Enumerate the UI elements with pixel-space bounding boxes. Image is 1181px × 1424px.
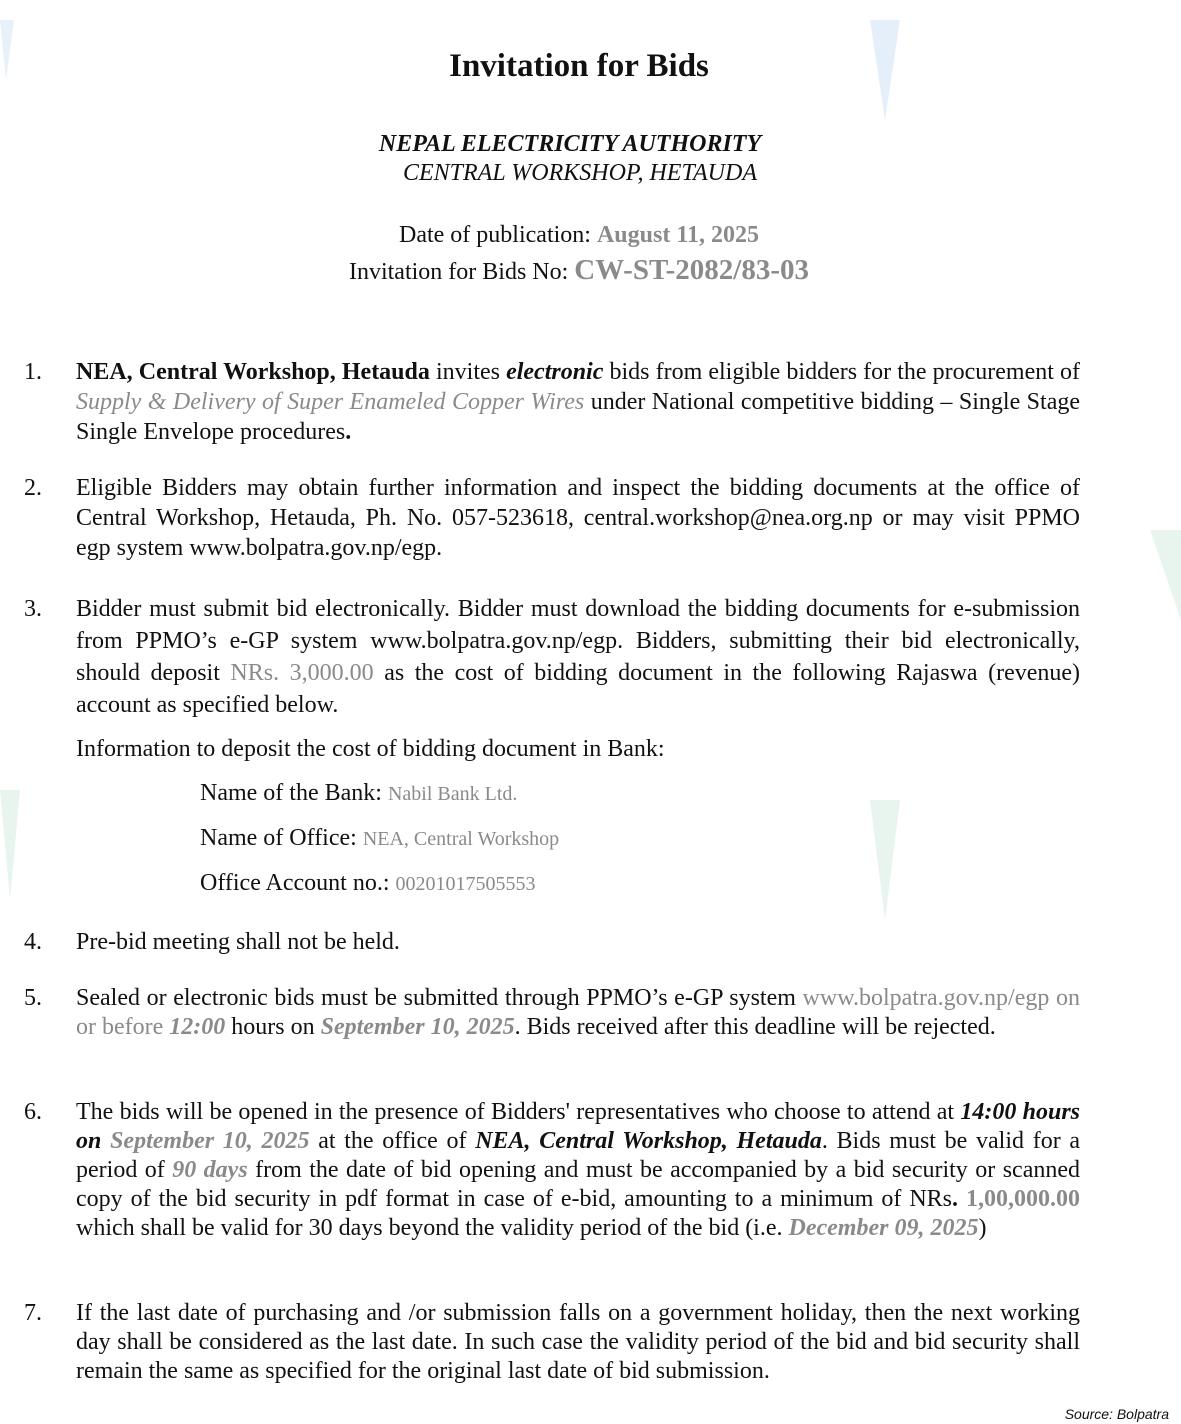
submission-url: www.bolpatra.gov.np/egp on or before [76,985,1080,1040]
organization-name: NEPAL ELECTRICITY AUTHORITY [378,131,762,157]
validity-period: 90 days [172,1157,248,1183]
list-item-2 [24,473,1080,563]
item-number: 2. [24,475,42,501]
item-text [76,984,1080,1042]
security-validity-date: December 09, 2025 [788,1215,979,1241]
organization-block [0,130,1140,188]
item-number: 7. [24,1300,42,1326]
item-text-part: invites [435,359,500,385]
item-text-part: which shall be valid for 30 days beyond the validity period of the bid (i.e. [76,1215,783,1241]
publication-meta [0,218,1158,290]
item-text [76,1098,1080,1243]
office-name-value: NEA, Central Workshop [362,828,560,850]
item-text: Eligible Bidders may obtain further information and inspect the bidding documents at the office of Central Workshop, Hetauda, Ph. No. 057-523618, central.workshop@nea.org.np or may visit PPMO egp system www.bolpatra.gov.np/egp. [76,475,1080,561]
publication-date: August 11, 2025 [596,222,759,248]
publication-date-line [0,218,1158,253]
submission-deadline: September 10, 2025 [320,1014,515,1040]
document-cost: NRs. 3,000.00 [230,660,374,686]
item-text-part: ) [978,1215,987,1241]
item-text-part: as the cost of bidding document in the following Rajaswa (revenue) account as specified below. [76,660,1081,718]
office-name-line [200,825,559,852]
publication-date-label: Date of publication: [399,222,591,248]
opening-date: September 10, 2025 [110,1128,310,1154]
list-item-5 [24,984,1080,1042]
item-number: 3. [24,596,42,622]
opening-time: 14:00 hours on [76,1099,1081,1154]
bank-name-line [200,780,517,807]
ifb-number-label: Invitation for Bids No: [348,259,569,285]
ifb-number: CW-ST-2082/83-03 [574,254,810,286]
list-item-6 [24,1098,1080,1243]
bid-security-amount: 1,00,000.00 [966,1186,1081,1212]
item-text-part: . Bids received after this deadline will be rejected. [514,1014,996,1040]
procurement-subject: Supply & Delivery of Super Enameled Copper Wires [76,389,585,415]
item-text-part: at the office of [318,1128,467,1154]
list-item-1 [24,357,1080,447]
item-text-part: Sealed or electronic bids must be submitted through PPMO’s e-GP system [76,985,796,1011]
item-text-part: The bids will be opened in the presence of Bidders' representatives who choose to attend at [76,1099,955,1125]
account-number-line [200,870,536,897]
item-text-part: . [952,1186,959,1212]
item-text: If the last date of purchasing and /or submission falls on a government holiday, then the next working day shall be considered as the last date. In such case the validity period of the bid and bid security shall remain the same as specified for the original last date of bid submission. [76,1300,1080,1384]
account-number-value: 00201017505553 [395,873,536,895]
item-number: 4. [24,929,42,955]
list-item-3 [24,593,1080,765]
ifb-number-line [0,253,1158,290]
organization-unit: CENTRAL WORKSHOP, HETAUDA [402,160,758,186]
item-text: Pre-bid meeting shall not be held. [76,929,400,955]
item-number: 5. [24,985,42,1011]
opening-venue: NEA, Central Workshop, Hetauda [475,1128,822,1154]
item-text [76,593,1080,721]
item-text-part: . [345,419,352,445]
item-text-part: . Bids must be valid for a period of [76,1128,1081,1183]
item-number: 6. [24,1099,42,1125]
bank-name-value: Nabil Bank Ltd. [387,783,518,805]
deposit-info-heading: Information to deposit the cost of bidding document in Bank: [76,736,665,762]
submission-time: 12:00 [169,1014,226,1040]
item-text-part: Bidder must submit bid electronically. Bidder must download the bidding documents for e-submission from PPMO’s e-GP system www.bolpatra.gov.np/egp. Bidders, submitting their bid electronically, should deposit [76,596,1080,686]
bank-name-label: Name of the Bank: [200,780,382,806]
source-credit: Source: Bolpatra [1064,1406,1169,1422]
item-number: 1. [24,359,42,385]
item-text-part: under National competitive bidding – Single Stage Single Envelope procedures [76,389,1081,445]
item-text-part: from the date of bid opening and must be accompanied by a bid security or scanned copy of the bid security in pdf format in case of e-bid, amounting to a minimum of NRs [76,1157,1080,1212]
list-item-4 [24,927,1080,957]
issuer-name: NEA, Central Workshop, Hetauda [76,359,430,385]
item-text-part: bids from eligible bidders for the procurement of [609,359,1080,385]
electronic-emphasis: electronic [506,359,604,385]
account-number-label: Office Account no.: [200,870,390,896]
office-name-label: Name of Office: [200,825,357,851]
item-text-part: hours on [231,1014,315,1040]
list-item-7 [24,1299,1080,1386]
item-text [76,357,1080,447]
page-title: Invitation for Bids [449,48,709,84]
